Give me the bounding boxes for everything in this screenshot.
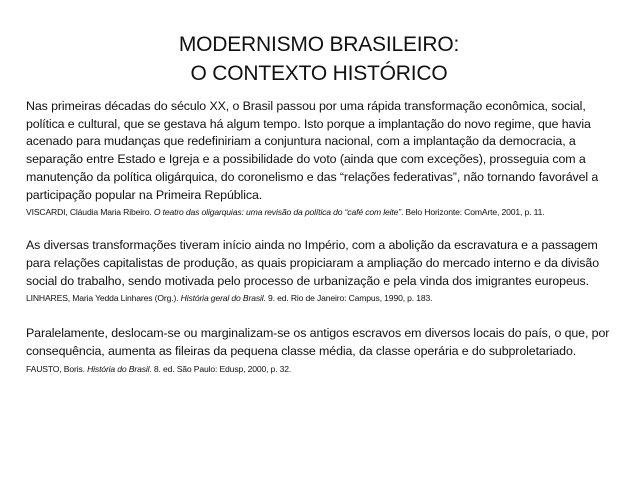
citation-author: FAUSTO, Boris.	[26, 363, 88, 374]
slide-title-line-1: MODERNISMO BRASILEIRO:	[178, 33, 460, 56]
quote-block-3	[26, 325, 618, 374]
slide-body	[26, 98, 618, 375]
citation-publication: . 9. ed. Rio de Janeiro: Campus, 1990, p. 183.	[263, 293, 433, 304]
citation	[26, 363, 618, 375]
quote-block-1	[26, 98, 618, 218]
quote-block-2	[26, 237, 618, 304]
citation	[26, 292, 618, 304]
quote-paragraph: As diversas transformações tiveram início ainda no Império, com a abolição da escravatura e a passagem para relações capitalistas de produção, as quais propiciaram a ampliação do mercado interno e da divisão social do trabalho, sendo motivada pelo processo de urbanização e pela vinda dos imigrantes europeus.	[26, 238, 599, 288]
citation-work-title: História geral do Brasil	[180, 293, 264, 304]
slide-title-line-2: O CONTEXTO HISTÓRICO	[190, 62, 448, 85]
citation-work-title: História do Brasil	[87, 363, 150, 374]
citation-author: VISCARDI, Cláudia Maria Ribeiro.	[26, 207, 154, 218]
citation-publication: . 8. ed. São Paulo: Edusp, 2000, p. 32.	[149, 363, 292, 374]
citation-author: LINHARES, Maria Yedda Linhares (Org.).	[26, 293, 181, 304]
quote-paragraph: Nas primeiras décadas do século XX, o Brasil passou por uma rápida transformação econômica, social, política e cultural, que se gestava há algum tempo. Isto porque a implantação do novo regime, que havia acenado para mudanças que redefiniriam a conjuntura nacional, com a implantação da democracia, a separação entre Estado e Igreja e a possibilidade do voto (ainda que com exceções), prosseguia com a manutenção da política oligárquica, do coronelismo e das “relações federativas”, não tornando favorável a participação popular na Primeira República.	[26, 99, 599, 202]
citation	[26, 206, 618, 218]
quote-paragraph: Paralelamente, deslocam-se ou marginalizam-se os antigos escravos em diversos locais do país, o que, por consequência, aumenta as fileiras da pequena classe média, da classe operária e do subproletariado.	[26, 326, 610, 359]
citation-publication: . Belo Horizonte: ComArte, 2001, p. 11.	[400, 207, 545, 218]
citation-work-title: O teatro das oligarquias: uma revisão da política do “café com leite”	[153, 207, 401, 218]
slide-title	[0, 30, 638, 88]
